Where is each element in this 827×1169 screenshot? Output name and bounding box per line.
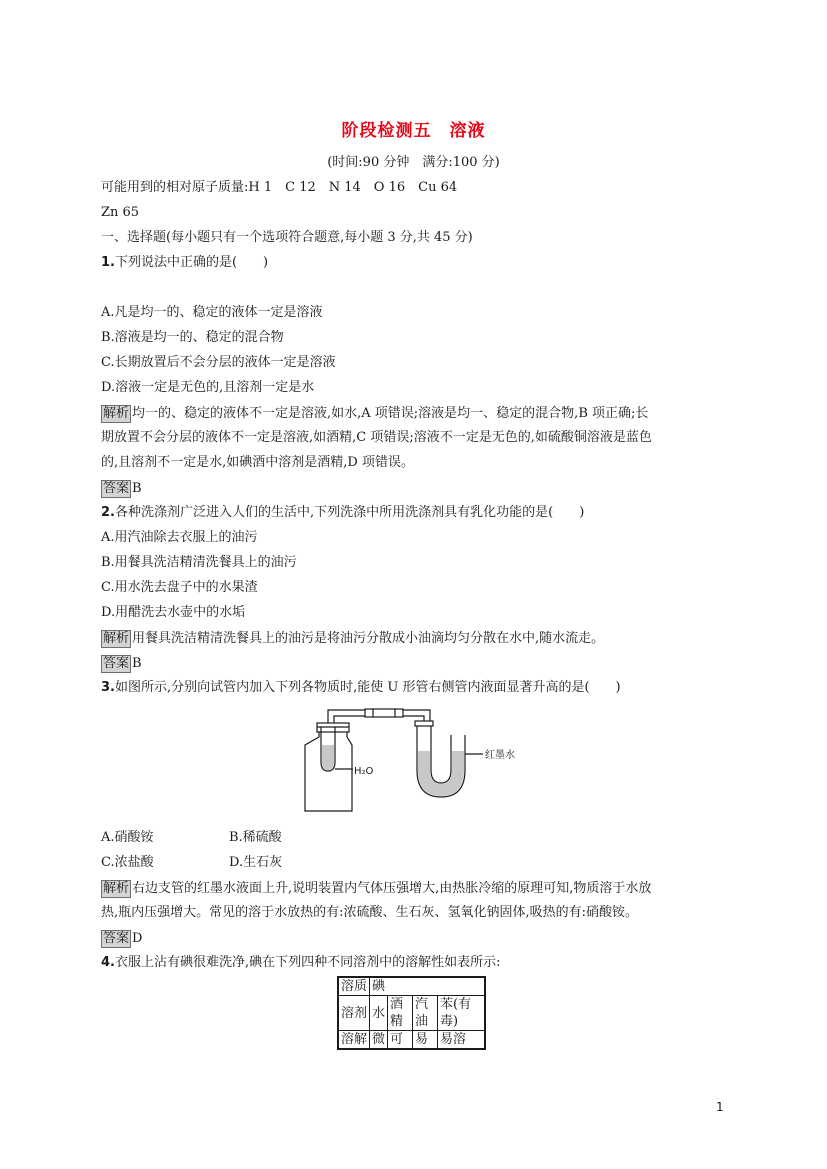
table-cell: 可 (388, 1031, 413, 1050)
table-row (338, 1031, 485, 1050)
table-cell: 苯(有毒) (438, 996, 486, 1031)
question-stem: 衣服上沾有碘很难洗净,碘在下列四种不同溶剂中的溶解性如表所示: (114, 955, 501, 970)
table-cell: 碘 (370, 977, 486, 996)
analysis-tag: 解析 (103, 406, 130, 421)
table-cell: 水 (370, 996, 388, 1031)
analysis-tag: 解析 (103, 881, 130, 896)
liquid (322, 745, 464, 796)
option-d: D.生石灰 (229, 855, 283, 870)
table-row (338, 996, 485, 1031)
answer-value: B (132, 481, 142, 496)
question-number: 2. (101, 505, 115, 520)
option-d: D.溶液一定是无色的,且溶剂一定是水 (101, 380, 315, 395)
page-number: 1 (716, 1100, 724, 1114)
question-3 (101, 680, 621, 696)
option-c: C.长期放置后不会分层的液体一定是溶液 (101, 355, 336, 370)
question-number: 4. (101, 955, 115, 970)
table-cell: 溶剂 (338, 996, 370, 1031)
page-title: 阶段检测五 溶液 (341, 121, 486, 141)
explanation-text: 均一的、稳定的液体不一定是溶液,如水,A 项错误;溶液是均一、稳定的混合物,B 项正确;长 (132, 406, 649, 421)
question-1 (101, 255, 268, 271)
table-cell: 溶质 (338, 977, 370, 996)
explanation-text: 用餐具洗洁精清洗餐具上的油污是将油污分散成小油滴均匀分散在水中,随水流走。 (132, 631, 605, 646)
option-d: D.用醋洗去水壶中的水垢 (101, 605, 246, 620)
option-a: A.硝酸铵 (101, 830, 154, 845)
answer (101, 480, 142, 498)
apparatus-diagram (297, 707, 527, 815)
explanation (101, 405, 648, 423)
explanation-text: 右边支管的红墨水液面上升,说明装置内气体压强增大,由热胀冷缩的原理可知,物质溶于水放 (132, 881, 652, 896)
answer (101, 930, 142, 948)
answer-tag: 答案 (103, 481, 130, 496)
atomic-mass-line-2: Zn 65 (101, 205, 140, 220)
answer-tag: 答案 (103, 931, 130, 946)
table-row (338, 977, 485, 996)
option-a: A.凡是均一的、稳定的液体一定是溶液 (101, 305, 323, 320)
option-a: A.用汽油除去衣服上的油污 (101, 530, 258, 545)
table-cell: 微 (370, 1031, 388, 1050)
question-stem: 如图所示,分别向试管内加入下列各物质时,能使 U 形管右侧管内液面显著升高的是( ) (114, 680, 621, 695)
explanation-text: 期放置不会分层的液体不一定是溶液,如酒精,C 项错误;溶液不一定是无色的,如硫酸铜溶液是蓝色 (101, 430, 652, 445)
question-stem: 下列说法中正确的是( ) (114, 255, 269, 270)
option-row (101, 830, 154, 846)
explanation (101, 880, 651, 898)
explanation (101, 630, 604, 648)
table-cell: 溶解 (338, 1031, 370, 1050)
table-cell: 易 (413, 1031, 438, 1050)
option-c: C.浓盐酸 (101, 855, 154, 870)
explanation-text: 热,瓶内压强增大。常见的溶于水放热的有:浓硫酸、生石灰、氢氧化钠固体,吸热的有:硝酸铵。 (101, 905, 639, 920)
table-cell: 酒精 (388, 996, 413, 1031)
option-b: B.稀硫酸 (229, 830, 282, 845)
question-number: 1. (101, 255, 115, 270)
option-b: B.溶液是均一的、稳定的混合物 (101, 330, 284, 345)
question-4 (101, 955, 501, 971)
exam-meta: (时间:90 分钟 满分:100 分) (327, 155, 500, 170)
table-cell: 易溶 (438, 1031, 486, 1050)
answer-value: B (132, 656, 142, 671)
table-cell: 汽油 (413, 996, 438, 1031)
option-c: C.用水洗去盘子中的水果渣 (101, 580, 258, 595)
question-stem: 各种洗涤剂广泛进入人们的生活中,下列洗涤中所用洗涤剂具有乳化功能的是( ) (114, 505, 585, 520)
answer-tag: 答案 (103, 656, 130, 671)
atomic-mass-line: 可能用到的相对原子质量:H 1 C 12 N 14 O 16 Cu 64 (101, 180, 458, 195)
rubber-connector (365, 709, 403, 717)
ink-label: 红墨水 (485, 750, 515, 761)
answer-value: D (132, 931, 143, 946)
h2o-label: H₂O (354, 766, 374, 777)
solubility-table (337, 976, 486, 1050)
section-heading: 一、选择题(每小题只有一个选项符合题意,每小题 3 分,共 45 分) (101, 230, 473, 245)
option-b: B.用餐具洗洁精清洗餐具上的油污 (101, 555, 297, 570)
explanation-text: 的,且溶剂不一定是水,如碘酒中溶剂是酒精,D 项错误。 (101, 455, 414, 470)
analysis-tag: 解析 (103, 631, 130, 646)
question-number: 3. (101, 680, 115, 695)
question-2 (101, 505, 584, 521)
answer (101, 655, 142, 673)
